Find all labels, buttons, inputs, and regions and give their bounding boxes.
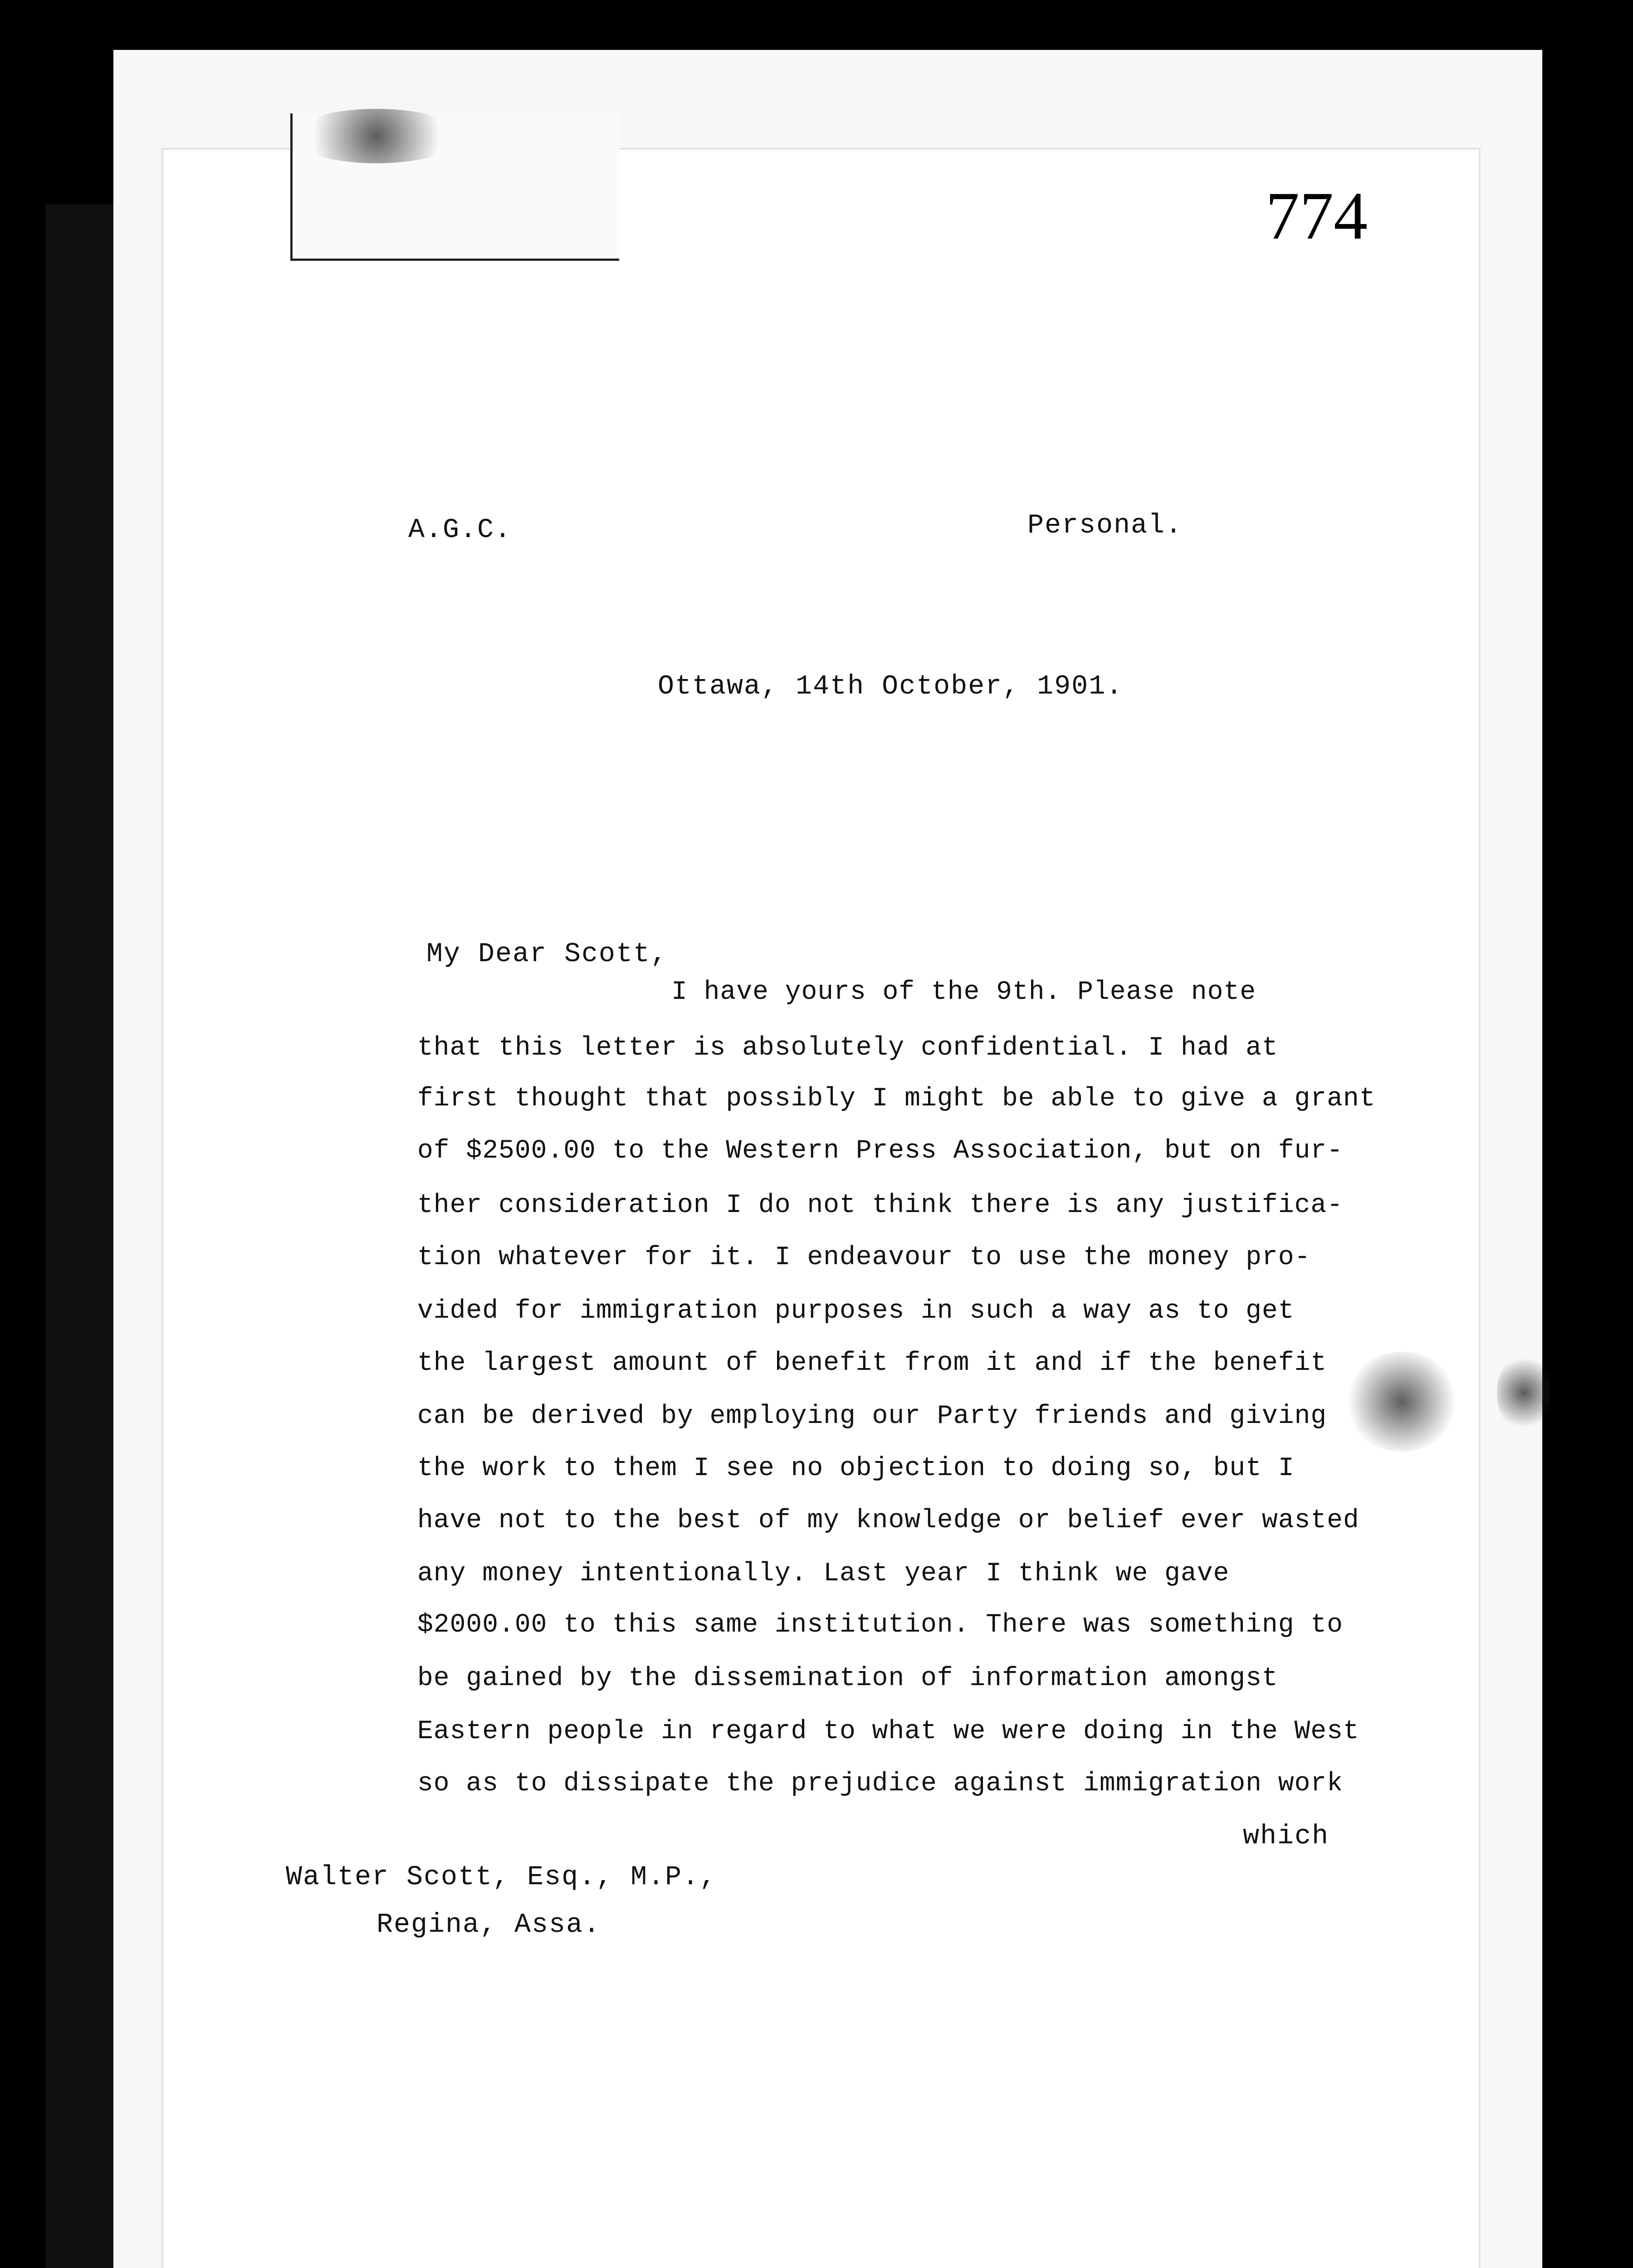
body-line: $2000.00 to this same institution. There was something to: [417, 1610, 1343, 1640]
dateline: Ottawa, 14th October, 1901.: [658, 671, 1124, 702]
body-line: the work to them I see no objection to doing so, but I: [417, 1454, 1295, 1483]
body-line: be gained by the dissemination of information amongst: [417, 1664, 1278, 1693]
body-line: any money intentionally. Last year I think we gave: [417, 1559, 1230, 1589]
body-line: have not to the best of my knowledge or belief ever wasted: [417, 1506, 1359, 1535]
addressee-name: Walter Scott, Esq., M.P.,: [286, 1862, 717, 1893]
reference-initials: A.G.C.: [408, 515, 512, 546]
ink-stain: [1497, 1352, 1551, 1433]
body-line: can be derived by employing our Party friends and giving: [417, 1402, 1327, 1431]
body-line: first thought that possibly I might be able to give a grant: [417, 1084, 1376, 1114]
salutation: My Dear Scott,: [426, 939, 668, 970]
body-line: that this letter is absolutely confidential. I had at: [417, 1033, 1278, 1063]
body-line: of $2500.00 to the Western Press Association, but on fur-: [417, 1136, 1343, 1166]
body-line: the largest amount of benefit from it and if the benefit: [417, 1349, 1327, 1378]
ink-stain: [290, 109, 463, 163]
body-line: vided for immigration purposes in such a way as to get: [417, 1296, 1295, 1326]
left-edge-shadow: [45, 204, 113, 2268]
body-line: I have yours of the 9th. Please note: [671, 978, 1257, 1007]
body-line: tion whatever for it. I endeavour to use the money pro-: [417, 1243, 1311, 1272]
body-line: Eastern people in regard to what we were doing in the West: [417, 1717, 1359, 1746]
body-line: so as to dissipate the prejudice against immigration work: [417, 1769, 1343, 1799]
continuation-word: which: [1243, 1821, 1330, 1852]
body-line: ther consideration I do not think there is any justifica-: [417, 1191, 1343, 1220]
personal-marking: Personal.: [1027, 510, 1183, 541]
addressee-place: Regina, Assa.: [376, 1910, 601, 1941]
page-number: 774: [1266, 178, 1368, 254]
ink-stain: [1343, 1352, 1461, 1452]
